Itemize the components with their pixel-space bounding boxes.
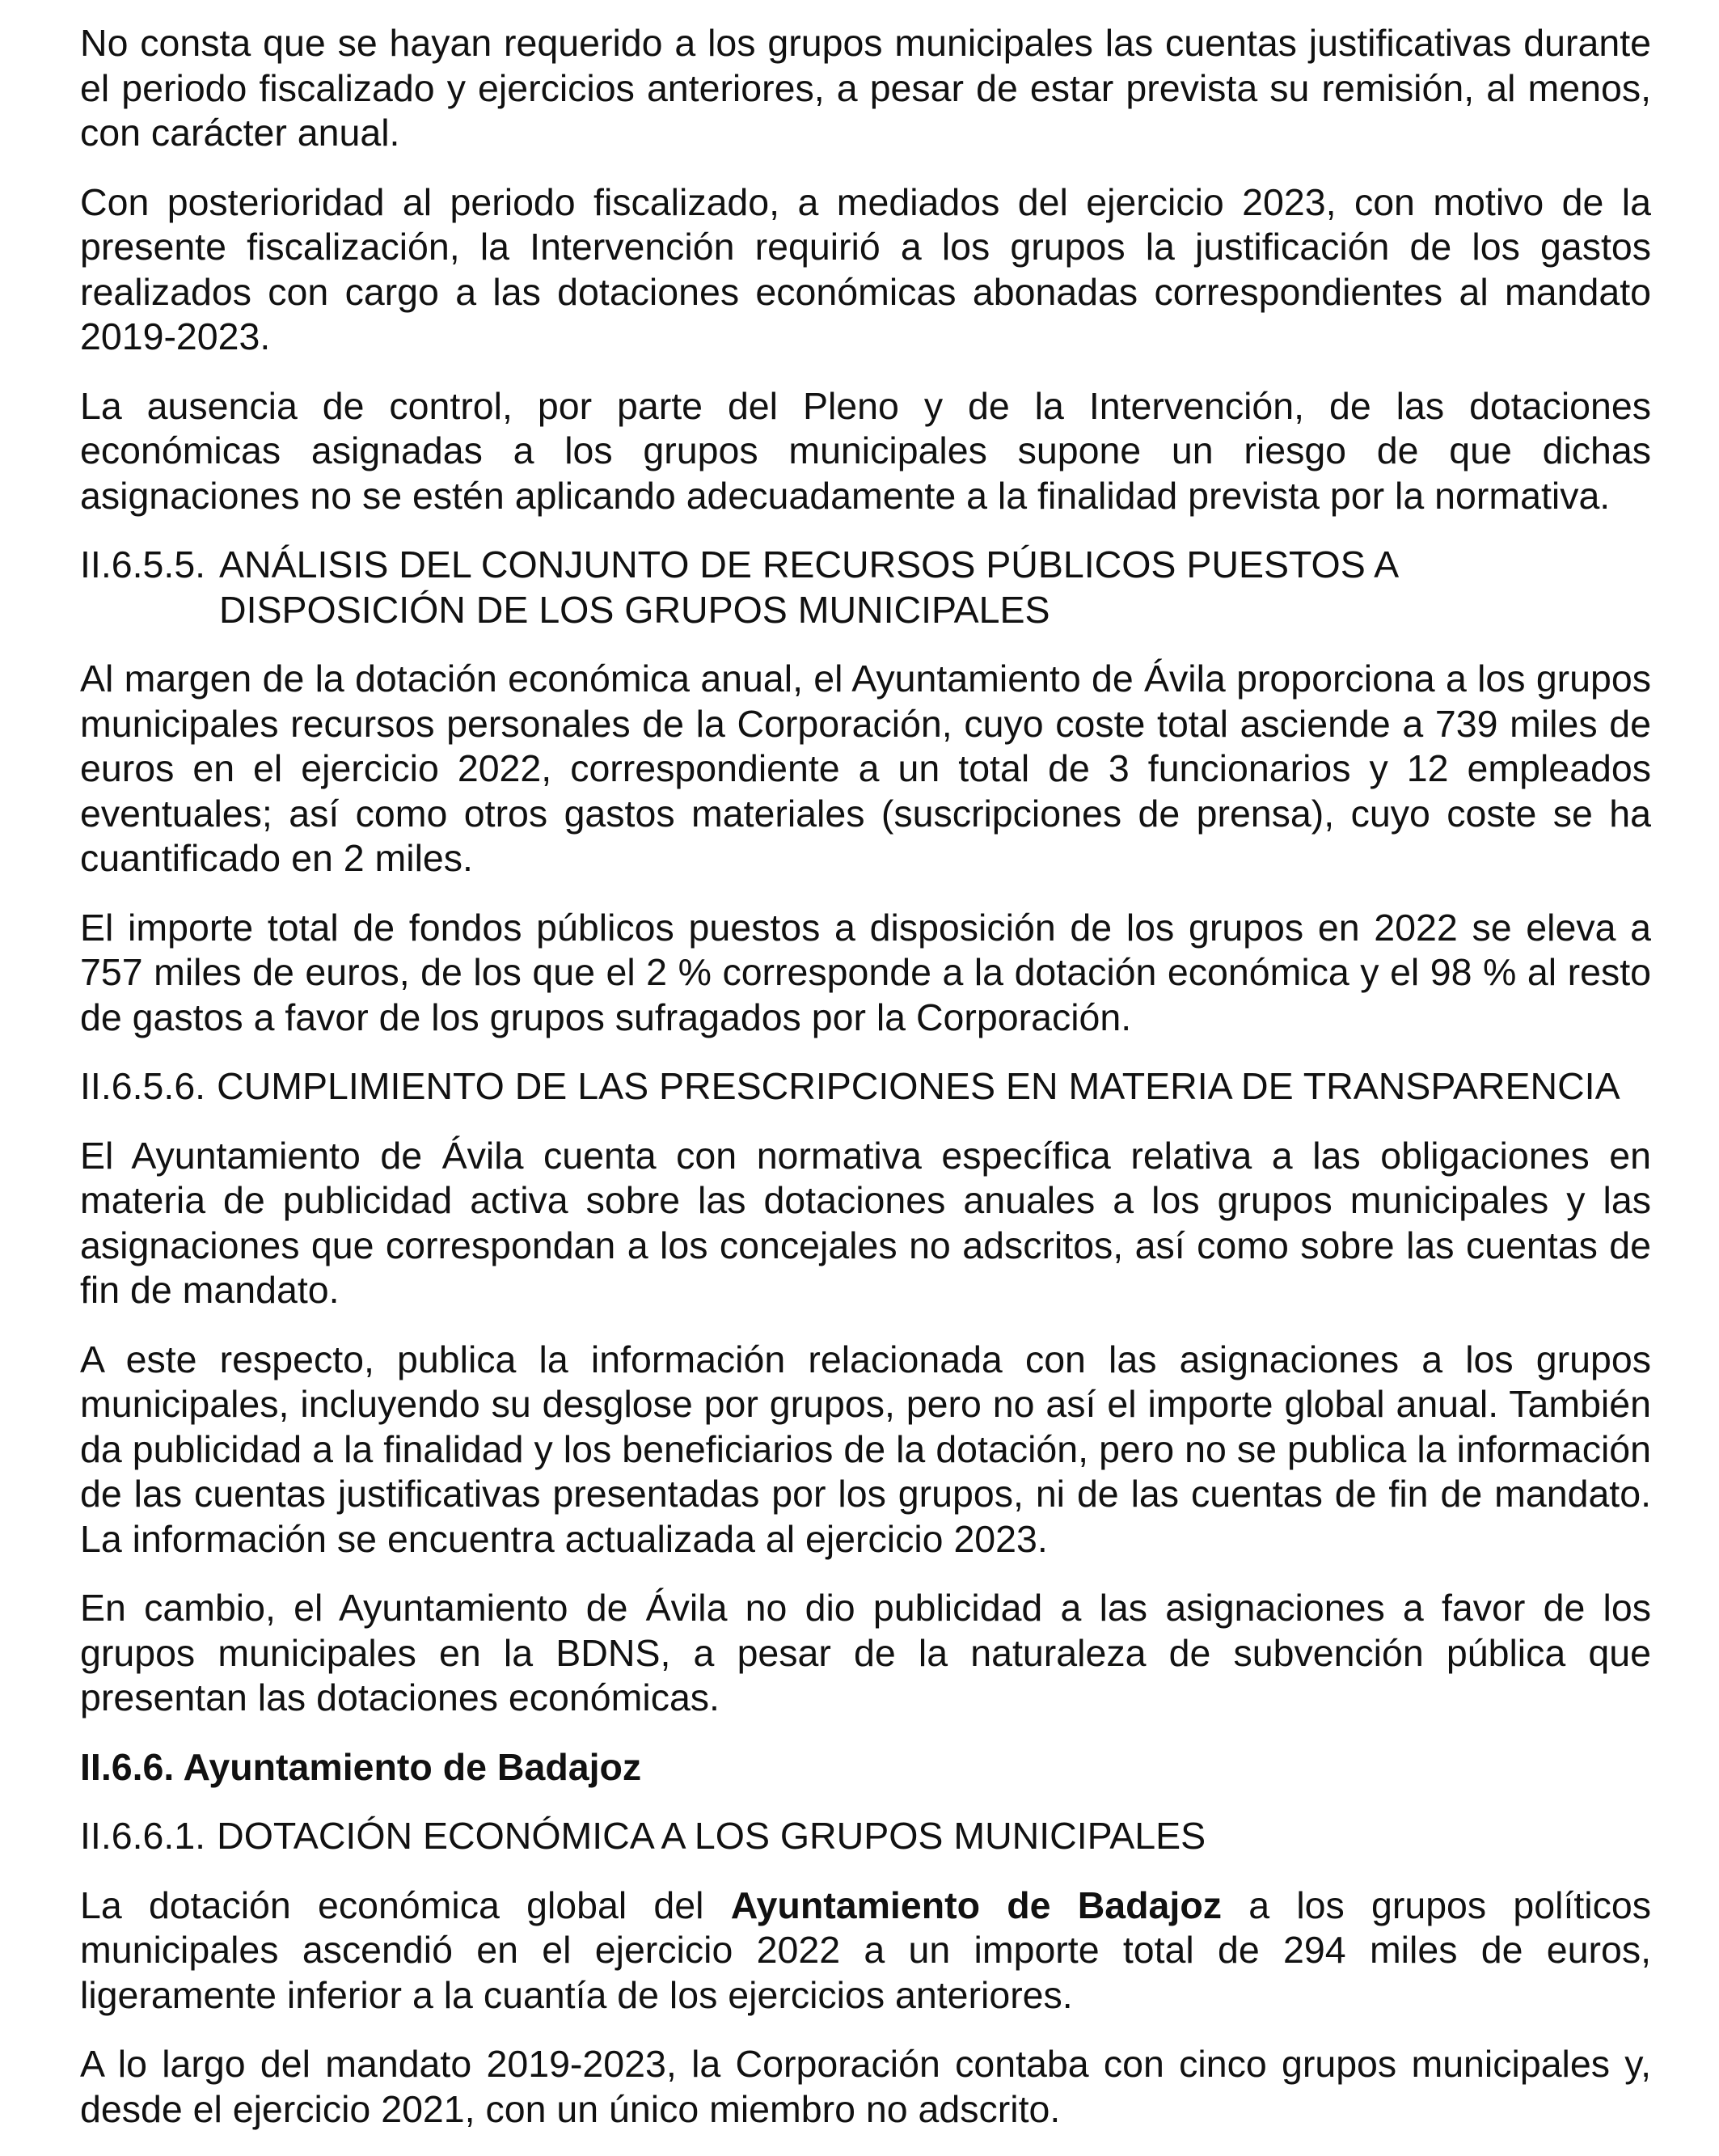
emphasis-ayuntamiento-badajoz: Ayuntamiento de Badajoz [730, 1883, 1222, 1926]
paragraph-recursos-personales: Al margen de la dotación económica anual, el Ayuntamiento de Ávila proporciona a los grupos municipales recursos personales de la Corporación, cuyo coste total asciende a 739 miles de euros en el ejercicio 2022, correspondiente a un total de 3 funcionarios y 12 empleados eventuales; así como otros gastos materiales (suscripciones de prensa), cuyo coste se ha cuantificado en 2 miles. [80, 657, 1651, 879]
document-page [80, 21, 1651, 2156]
heading-title: CUMPLIMIENTO DE LAS PRESCRIPCIONES EN MATERIA DE TRANSPARENCIA [217, 1065, 1620, 1107]
paragraph-normativa-especifica: El Ayuntamiento de Ávila cuenta con normativa específica relativa a las obligaciones en materia de publicidad activa sobre las dotaciones anuales a los grupos municipales y las asignaciones que correspondan a los concejales no adscritos, así como sobre las cuentas de fin de mandato. [80, 1134, 1651, 1311]
section-title-badajoz: II.6.6. Ayuntamiento de Badajoz [80, 1745, 642, 1788]
paragraph-cuentas-no-requeridas: No consta que se hayan requerido a los grupos municipales las cuentas justificativas durante el periodo fiscalizado y ejercicios anteriores, a pesar de estar prevista su remisión, al menos, con carácter anual. [80, 22, 1651, 154]
paragraph-publicacion-informacion: A este respecto, publica la información relacionada con las asignaciones a los grupos municipales, incluyendo su desglose por grupos, pero no así el importe global anual. También da publicidad a la finalidad y los beneficiarios de la dotación, pero no se publica la información de las cuentas justificativas presentadas por los grupos, ni de las cuentas de fin de mandato. La información se encuentra actualizada al ejercicio 2023. [80, 1338, 1651, 1560]
heading-analisis-recursos [80, 543, 1651, 632]
heading-number: II.6.5.5. [80, 543, 206, 586]
heading-number: II.6.6.1. [80, 1815, 206, 1857]
paragraph-bdns: En cambio, el Ayuntamiento de Ávila no dio publicidad a las asignaciones a favor de los grupos municipales en la BDNS, a pesar de la naturaleza de subvención pública que presentan las dotaciones económicas. [80, 1587, 1651, 1718]
paragraph-dotacion-badajoz [80, 1883, 1651, 2019]
heading-transparencia [80, 1064, 1651, 1110]
text-run: a los grupos políticos municipales ascendió en el ejercicio 2022 a un importe total de 294 miles de euros, ligeramente inferior a la cuantía de los ejercicios anteriores. [80, 1883, 1651, 2016]
paragraph-requerimiento-intervencion: Con posterioridad al periodo fiscalizado, a mediados del ejercicio 2023, con motivo de la presente fiscalización, la Intervención requirió a los grupos la justificación de los gastos realizados con cargo a las dotaciones económicas abonadas correspondientes al mandato 2019-2023. [80, 180, 1651, 357]
paragraph-importe-total-fondos: El importe total de fondos públicos puestos a disposición de los grupos en 2022 se eleva a 757 miles de euros, de los que el 2 % corresponde a la dotación económica y el 98 % al resto de gastos a favor de los grupos sufragados por la Corporación. [80, 906, 1651, 1038]
heading-number: II.6.5.6. [80, 1065, 206, 1107]
paragraph-ausencia-control: La ausencia de control, por parte del Pleno y de la Intervención, de las dotaciones económicas asignadas a los grupos municipales supone un riesgo de que dichas asignaciones no se estén aplicando adecuadamente a la finalidad prevista por la normativa. [80, 384, 1651, 517]
heading-title: DOTACIÓN ECONÓMICA A LOS GRUPOS MUNICIPALES [217, 1815, 1206, 1857]
heading-title: ANÁLISIS DEL CONJUNTO DE RECURSOS PÚBLICOS PUESTOS A DISPOSICIÓN DE LOS GRUPOS MUNICIPALES [219, 543, 1397, 631]
paragraph-mandato-grupos: A lo largo del mandato 2019-2023, la Corporación contaba con cinco grupos municipales y, desde el ejercicio 2021, con un único miembro no adscrito. [80, 2043, 1651, 2130]
heading-dotacion-economica [80, 1814, 1651, 1859]
text-run: La dotación económica global del [80, 1883, 731, 1926]
